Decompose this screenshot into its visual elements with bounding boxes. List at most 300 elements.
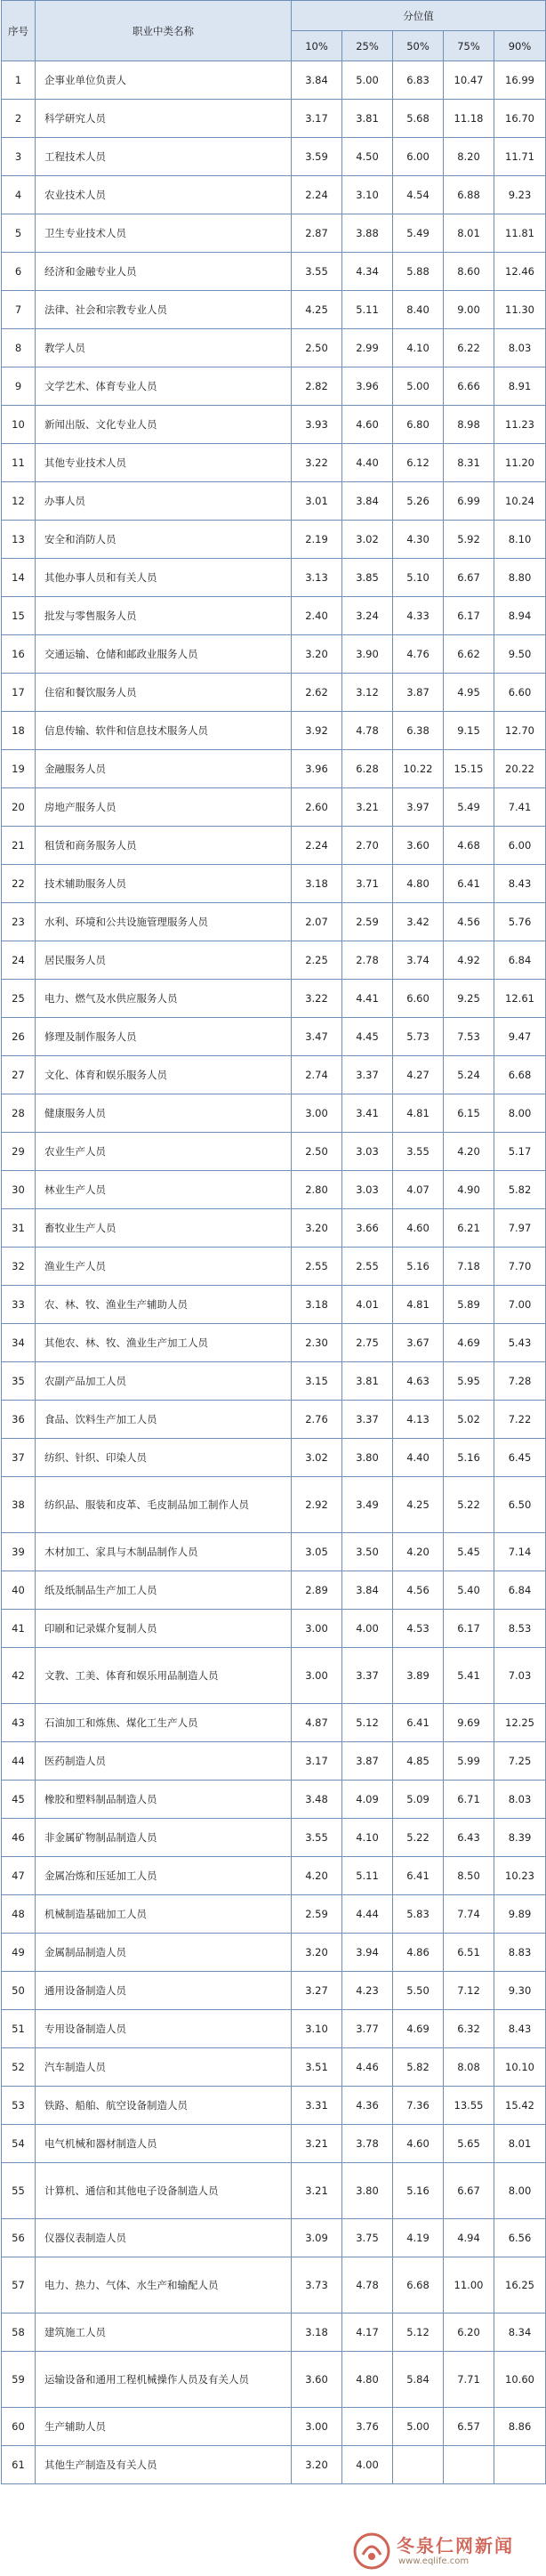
table-row — [2, 406, 546, 444]
value-p25: 3.77 — [342, 2010, 393, 2048]
occupation-name: 食品、饮料生产加工人员 — [36, 1401, 292, 1439]
value-p90: 11.30 — [494, 291, 546, 329]
value-p90: 16.99 — [494, 61, 546, 100]
header-p50: 50% — [393, 31, 444, 61]
value-p25: 4.78 — [342, 712, 393, 750]
value-p75: 9.00 — [444, 291, 494, 329]
value-p90: 9.30 — [494, 1972, 546, 2010]
value-p90: 8.53 — [494, 1610, 546, 1648]
header-percentile-group: 分位值 — [292, 1, 546, 31]
occupation-name: 农业技术人员 — [36, 176, 292, 214]
row-index: 23 — [2, 903, 36, 941]
value-p25: 3.50 — [342, 1533, 393, 1571]
row-index: 24 — [2, 941, 36, 980]
value-p90: 8.43 — [494, 865, 546, 903]
row-index: 15 — [2, 597, 36, 635]
value-p75: 4.90 — [444, 1171, 494, 1209]
row-index: 12 — [2, 482, 36, 521]
value-p10: 4.20 — [292, 1857, 342, 1895]
row-index: 6 — [2, 253, 36, 291]
table-row — [2, 1439, 546, 1477]
value-p50: 3.55 — [393, 1133, 444, 1171]
value-p90: 12.25 — [494, 1704, 546, 1742]
value-p75: 5.22 — [444, 1477, 494, 1533]
value-p90: 16.25 — [494, 2257, 546, 2314]
value-p25: 3.84 — [342, 1571, 393, 1610]
table-row — [2, 1533, 546, 1571]
value-p50 — [393, 2446, 444, 2484]
value-p75: 8.60 — [444, 253, 494, 291]
value-p25: 3.87 — [342, 1742, 393, 1781]
table-row — [2, 980, 546, 1018]
row-index: 20 — [2, 788, 36, 827]
value-p50: 6.83 — [393, 61, 444, 100]
row-index: 1 — [2, 61, 36, 100]
table-row — [2, 2408, 546, 2446]
value-p10: 2.24 — [292, 176, 342, 214]
value-p50: 4.60 — [393, 2125, 444, 2163]
value-p50: 4.76 — [393, 635, 444, 674]
value-p50: 5.73 — [393, 1018, 444, 1056]
occupation-name: 专用设备制造人员 — [36, 2010, 292, 2048]
value-p10: 2.80 — [292, 1171, 342, 1209]
value-p50: 8.40 — [393, 291, 444, 329]
value-p75: 6.17 — [444, 1610, 494, 1648]
value-p75: 5.95 — [444, 1362, 494, 1401]
occupation-name: 非金属矿物制品制造人员 — [36, 1819, 292, 1857]
value-p50: 4.27 — [393, 1056, 444, 1094]
value-p50: 3.74 — [393, 941, 444, 980]
occupation-name: 生产辅助人员 — [36, 2408, 292, 2446]
value-p50: 4.33 — [393, 597, 444, 635]
value-p25: 3.24 — [342, 597, 393, 635]
value-p90: 5.43 — [494, 1324, 546, 1362]
row-index: 38 — [2, 1477, 36, 1533]
row-index: 16 — [2, 635, 36, 674]
table-row — [2, 2163, 546, 2219]
table-row — [2, 367, 546, 406]
value-p75: 8.01 — [444, 214, 494, 253]
occupation-name: 金属冶炼和压延加工人员 — [36, 1857, 292, 1895]
value-p25: 3.37 — [342, 1648, 393, 1704]
value-p90: 8.94 — [494, 597, 546, 635]
occupation-name: 通用设备制造人员 — [36, 1972, 292, 2010]
value-p50: 6.12 — [393, 444, 444, 482]
row-index: 36 — [2, 1401, 36, 1439]
value-p90: 9.50 — [494, 635, 546, 674]
value-p90: 6.50 — [494, 1477, 546, 1533]
occupation-name: 汽车制造人员 — [36, 2048, 292, 2087]
occupation-name: 电气机械和器材制造人员 — [36, 2125, 292, 2163]
occupation-name: 石油加工和炼焦、煤化工生产人员 — [36, 1704, 292, 1742]
table-row — [2, 253, 546, 291]
value-p90: 10.23 — [494, 1857, 546, 1895]
row-index: 50 — [2, 1972, 36, 2010]
occupation-name: 其他办事人员和有关人员 — [36, 559, 292, 597]
value-p25: 4.60 — [342, 406, 393, 444]
table-row — [2, 2257, 546, 2314]
value-p90: 8.91 — [494, 367, 546, 406]
header-seq: 序号 — [2, 1, 36, 61]
table-row — [2, 941, 546, 980]
value-p25: 3.02 — [342, 521, 393, 559]
header-name: 职业中类名称 — [36, 1, 292, 61]
row-index: 17 — [2, 674, 36, 712]
value-p10: 2.87 — [292, 214, 342, 253]
row-index: 47 — [2, 1857, 36, 1895]
row-index: 3 — [2, 138, 36, 176]
value-p75: 5.40 — [444, 1571, 494, 1610]
value-p50: 4.20 — [393, 1533, 444, 1571]
value-p25: 3.85 — [342, 559, 393, 597]
value-p25: 5.11 — [342, 1857, 393, 1895]
value-p10: 3.20 — [292, 1209, 342, 1248]
value-p90: 7.14 — [494, 1533, 546, 1571]
table-row — [2, 2352, 546, 2408]
value-p75: 8.98 — [444, 406, 494, 444]
value-p75: 9.15 — [444, 712, 494, 750]
value-p10: 4.25 — [292, 291, 342, 329]
table-row — [2, 1704, 546, 1742]
value-p75: 10.47 — [444, 61, 494, 100]
row-index: 55 — [2, 2163, 36, 2219]
table-row — [2, 1742, 546, 1781]
value-p10: 3.18 — [292, 1286, 342, 1324]
watermark-title: 冬泉仁网新闻 — [397, 2535, 514, 2556]
value-p10: 3.55 — [292, 253, 342, 291]
value-p75: 6.88 — [444, 176, 494, 214]
header-p25: 25% — [342, 31, 393, 61]
value-p90: 8.00 — [494, 1094, 546, 1133]
table-header — [2, 1, 546, 61]
value-p10: 2.62 — [292, 674, 342, 712]
table-row — [2, 1934, 546, 1972]
value-p25: 4.00 — [342, 2446, 393, 2484]
row-index: 30 — [2, 1171, 36, 1209]
row-index: 48 — [2, 1895, 36, 1934]
value-p90: 9.47 — [494, 1018, 546, 1056]
value-p25: 3.10 — [342, 176, 393, 214]
occupation-name: 农、林、牧、渔业生产辅助人员 — [36, 1286, 292, 1324]
value-p10: 2.50 — [292, 329, 342, 367]
value-p10: 3.18 — [292, 2314, 342, 2352]
value-p50: 4.40 — [393, 1439, 444, 1477]
value-p25: 3.90 — [342, 635, 393, 674]
occupation-name: 林业生产人员 — [36, 1171, 292, 1209]
value-p75: 6.67 — [444, 2163, 494, 2219]
row-index: 21 — [2, 827, 36, 865]
value-p10: 3.17 — [292, 100, 342, 138]
occupation-name: 木材加工、家具与木制品制作人员 — [36, 1533, 292, 1571]
value-p75: 11.00 — [444, 2257, 494, 2314]
row-index: 10 — [2, 406, 36, 444]
value-p90: 9.89 — [494, 1895, 546, 1934]
value-p25: 3.81 — [342, 100, 393, 138]
watermark-url: www.eqlife.com — [398, 2556, 470, 2566]
value-p25: 3.80 — [342, 2163, 393, 2219]
value-p10: 2.40 — [292, 597, 342, 635]
value-p25: 2.99 — [342, 329, 393, 367]
header-p75: 75% — [444, 31, 494, 61]
table-row — [2, 1248, 546, 1286]
value-p90: 6.00 — [494, 827, 546, 865]
value-p25: 4.41 — [342, 980, 393, 1018]
occupation-name: 水利、环境和公共设施管理服务人员 — [36, 903, 292, 941]
value-p50: 5.09 — [393, 1781, 444, 1819]
value-p10: 3.13 — [292, 559, 342, 597]
table-row — [2, 2446, 546, 2484]
value-p25: 4.40 — [342, 444, 393, 482]
row-index: 25 — [2, 980, 36, 1018]
occupation-name: 农副产品加工人员 — [36, 1362, 292, 1401]
value-p50: 6.41 — [393, 1857, 444, 1895]
value-p75 — [444, 2446, 494, 2484]
value-p10: 3.96 — [292, 750, 342, 788]
value-p75: 4.20 — [444, 1133, 494, 1171]
value-p25: 4.23 — [342, 1972, 393, 2010]
row-index: 26 — [2, 1018, 36, 1056]
value-p75: 6.71 — [444, 1781, 494, 1819]
occupation-name: 交通运输、仓储和邮政业服务人员 — [36, 635, 292, 674]
value-p90: 7.22 — [494, 1401, 546, 1439]
occupation-name: 畜牧业生产人员 — [36, 1209, 292, 1248]
value-p75: 7.74 — [444, 1895, 494, 1934]
value-p10: 3.51 — [292, 2048, 342, 2087]
value-p25: 5.12 — [342, 1704, 393, 1742]
value-p50: 4.60 — [393, 1209, 444, 1248]
table-row — [2, 1056, 546, 1094]
value-p25: 4.80 — [342, 2352, 393, 2408]
occupation-name: 修理及制作服务人员 — [36, 1018, 292, 1056]
value-p50: 4.19 — [393, 2219, 444, 2257]
value-p75: 8.31 — [444, 444, 494, 482]
row-index: 59 — [2, 2352, 36, 2408]
table-row — [2, 1648, 546, 1704]
table-row — [2, 559, 546, 597]
occupation-name: 安全和消防人员 — [36, 521, 292, 559]
value-p25: 3.96 — [342, 367, 393, 406]
value-p25: 4.46 — [342, 2048, 393, 2087]
value-p50: 5.00 — [393, 367, 444, 406]
value-p10: 3.31 — [292, 2087, 342, 2125]
table-row — [2, 1018, 546, 1056]
value-p50: 3.67 — [393, 1324, 444, 1362]
value-p50: 5.83 — [393, 1895, 444, 1934]
row-index: 31 — [2, 1209, 36, 1248]
value-p25: 4.36 — [342, 2087, 393, 2125]
value-p90: 15.42 — [494, 2087, 546, 2125]
value-p90: 6.84 — [494, 941, 546, 980]
value-p25: 3.12 — [342, 674, 393, 712]
value-p50: 3.89 — [393, 1648, 444, 1704]
table-row — [2, 1133, 546, 1171]
value-p25: 4.45 — [342, 1018, 393, 1056]
value-p10: 3.02 — [292, 1439, 342, 1477]
value-p10: 3.93 — [292, 406, 342, 444]
table-row — [2, 1324, 546, 1362]
value-p75: 4.92 — [444, 941, 494, 980]
row-index: 22 — [2, 865, 36, 903]
occupation-name: 其他专业技术人员 — [36, 444, 292, 482]
value-p75: 15.15 — [444, 750, 494, 788]
value-p10: 3.55 — [292, 1819, 342, 1857]
value-p10: 3.09 — [292, 2219, 342, 2257]
row-index: 58 — [2, 2314, 36, 2352]
occupation-name: 医药制造人员 — [36, 1742, 292, 1781]
value-p10: 3.00 — [292, 1094, 342, 1133]
occupation-name: 新闻出版、文化专业人员 — [36, 406, 292, 444]
value-p25: 3.66 — [342, 1209, 393, 1248]
value-p75: 5.92 — [444, 521, 494, 559]
table-row — [2, 788, 546, 827]
occupation-name: 办事人员 — [36, 482, 292, 521]
value-p25: 2.55 — [342, 1248, 393, 1286]
value-p90: 10.24 — [494, 482, 546, 521]
header-p90: 90% — [494, 31, 546, 61]
value-p75: 4.69 — [444, 1324, 494, 1362]
value-p90: 10.60 — [494, 2352, 546, 2408]
value-p50: 4.30 — [393, 521, 444, 559]
table-row — [2, 674, 546, 712]
value-p90: 6.68 — [494, 1056, 546, 1094]
value-p50: 5.00 — [393, 2408, 444, 2446]
value-p90: 8.10 — [494, 521, 546, 559]
value-p10: 3.92 — [292, 712, 342, 750]
row-index: 39 — [2, 1533, 36, 1571]
value-p50: 5.10 — [393, 559, 444, 597]
value-p90: 6.84 — [494, 1571, 546, 1610]
value-p25: 4.01 — [342, 1286, 393, 1324]
row-index: 40 — [2, 1571, 36, 1610]
value-p10: 4.87 — [292, 1704, 342, 1742]
value-p75: 6.17 — [444, 597, 494, 635]
value-p75: 6.66 — [444, 367, 494, 406]
table-row — [2, 1286, 546, 1324]
value-p10: 2.19 — [292, 521, 342, 559]
value-p25: 4.10 — [342, 1819, 393, 1857]
table-row — [2, 2314, 546, 2352]
row-index: 41 — [2, 1610, 36, 1648]
value-p25: 2.78 — [342, 941, 393, 980]
value-p10: 3.15 — [292, 1362, 342, 1401]
value-p75: 7.18 — [444, 1248, 494, 1286]
value-p50: 6.00 — [393, 138, 444, 176]
value-p10: 2.82 — [292, 367, 342, 406]
value-p50: 4.69 — [393, 2010, 444, 2048]
value-p75: 5.49 — [444, 788, 494, 827]
value-p90: 12.46 — [494, 253, 546, 291]
row-index: 45 — [2, 1781, 36, 1819]
table-row — [2, 2087, 546, 2125]
value-p10: 3.00 — [292, 1648, 342, 1704]
table-row — [2, 1972, 546, 2010]
value-p25: 5.11 — [342, 291, 393, 329]
table-row — [2, 597, 546, 635]
row-index: 35 — [2, 1362, 36, 1401]
value-p10: 3.20 — [292, 2446, 342, 2484]
value-p10: 3.84 — [292, 61, 342, 100]
value-p90: 7.00 — [494, 1286, 546, 1324]
value-p90: 7.03 — [494, 1648, 546, 1704]
value-p10: 3.59 — [292, 138, 342, 176]
value-p50: 4.07 — [393, 1171, 444, 1209]
table-body — [2, 61, 546, 2484]
value-p10: 2.89 — [292, 1571, 342, 1610]
value-p50: 4.10 — [393, 329, 444, 367]
row-index: 18 — [2, 712, 36, 750]
row-index: 56 — [2, 2219, 36, 2257]
table-row — [2, 482, 546, 521]
value-p25: 2.70 — [342, 827, 393, 865]
value-p10: 3.00 — [292, 1610, 342, 1648]
occupation-name: 技术辅助服务人员 — [36, 865, 292, 903]
value-p75: 5.02 — [444, 1401, 494, 1439]
occupation-name: 其他生产制造及有关人员 — [36, 2446, 292, 2484]
value-p25: 3.37 — [342, 1401, 393, 1439]
occupation-name: 科学研究人员 — [36, 100, 292, 138]
table-row — [2, 1819, 546, 1857]
value-p75: 5.45 — [444, 1533, 494, 1571]
occupation-name: 批发与零售服务人员 — [36, 597, 292, 635]
value-p75: 5.41 — [444, 1648, 494, 1704]
value-p75: 6.43 — [444, 1819, 494, 1857]
value-p25: 4.78 — [342, 2257, 393, 2314]
value-p75: 5.16 — [444, 1439, 494, 1477]
table-row — [2, 1610, 546, 1648]
table-row — [2, 712, 546, 750]
occupation-name: 建筑施工人员 — [36, 2314, 292, 2352]
occupation-name: 文化、体育和娱乐服务人员 — [36, 1056, 292, 1094]
value-p75: 6.21 — [444, 1209, 494, 1248]
table-row — [2, 1094, 546, 1133]
table-row — [2, 2219, 546, 2257]
value-p50: 5.88 — [393, 253, 444, 291]
table-row — [2, 100, 546, 138]
value-p75: 5.89 — [444, 1286, 494, 1324]
occupation-name: 经济和金融专业人员 — [36, 253, 292, 291]
value-p10: 2.59 — [292, 1895, 342, 1934]
value-p90: 8.80 — [494, 559, 546, 597]
table-row — [2, 214, 546, 253]
value-p25: 3.71 — [342, 865, 393, 903]
row-index: 32 — [2, 1248, 36, 1286]
value-p90: 5.17 — [494, 1133, 546, 1171]
value-p50: 4.13 — [393, 1401, 444, 1439]
value-p25: 3.37 — [342, 1056, 393, 1094]
value-p50: 5.82 — [393, 2048, 444, 2087]
occupation-name: 租赁和商务服务人员 — [36, 827, 292, 865]
occupation-name: 电力、燃气及水供应服务人员 — [36, 980, 292, 1018]
row-index: 13 — [2, 521, 36, 559]
occupation-name: 渔业生产人员 — [36, 1248, 292, 1286]
value-p50: 6.68 — [393, 2257, 444, 2314]
value-p90: 7.28 — [494, 1362, 546, 1401]
row-index: 53 — [2, 2087, 36, 2125]
occupation-name: 印刷和记录媒介复制人员 — [36, 1610, 292, 1648]
occupation-name: 居民服务人员 — [36, 941, 292, 980]
occupation-name: 农业生产人员 — [36, 1133, 292, 1171]
occupation-name: 法律、社会和宗教专业人员 — [36, 291, 292, 329]
value-p10: 3.48 — [292, 1781, 342, 1819]
table-row — [2, 635, 546, 674]
occupation-name: 教学人员 — [36, 329, 292, 367]
value-p90: 11.71 — [494, 138, 546, 176]
watermark — [352, 2530, 539, 2572]
table-row — [2, 750, 546, 788]
value-p75: 9.25 — [444, 980, 494, 1018]
value-p75: 4.95 — [444, 674, 494, 712]
value-p75: 5.99 — [444, 1742, 494, 1781]
